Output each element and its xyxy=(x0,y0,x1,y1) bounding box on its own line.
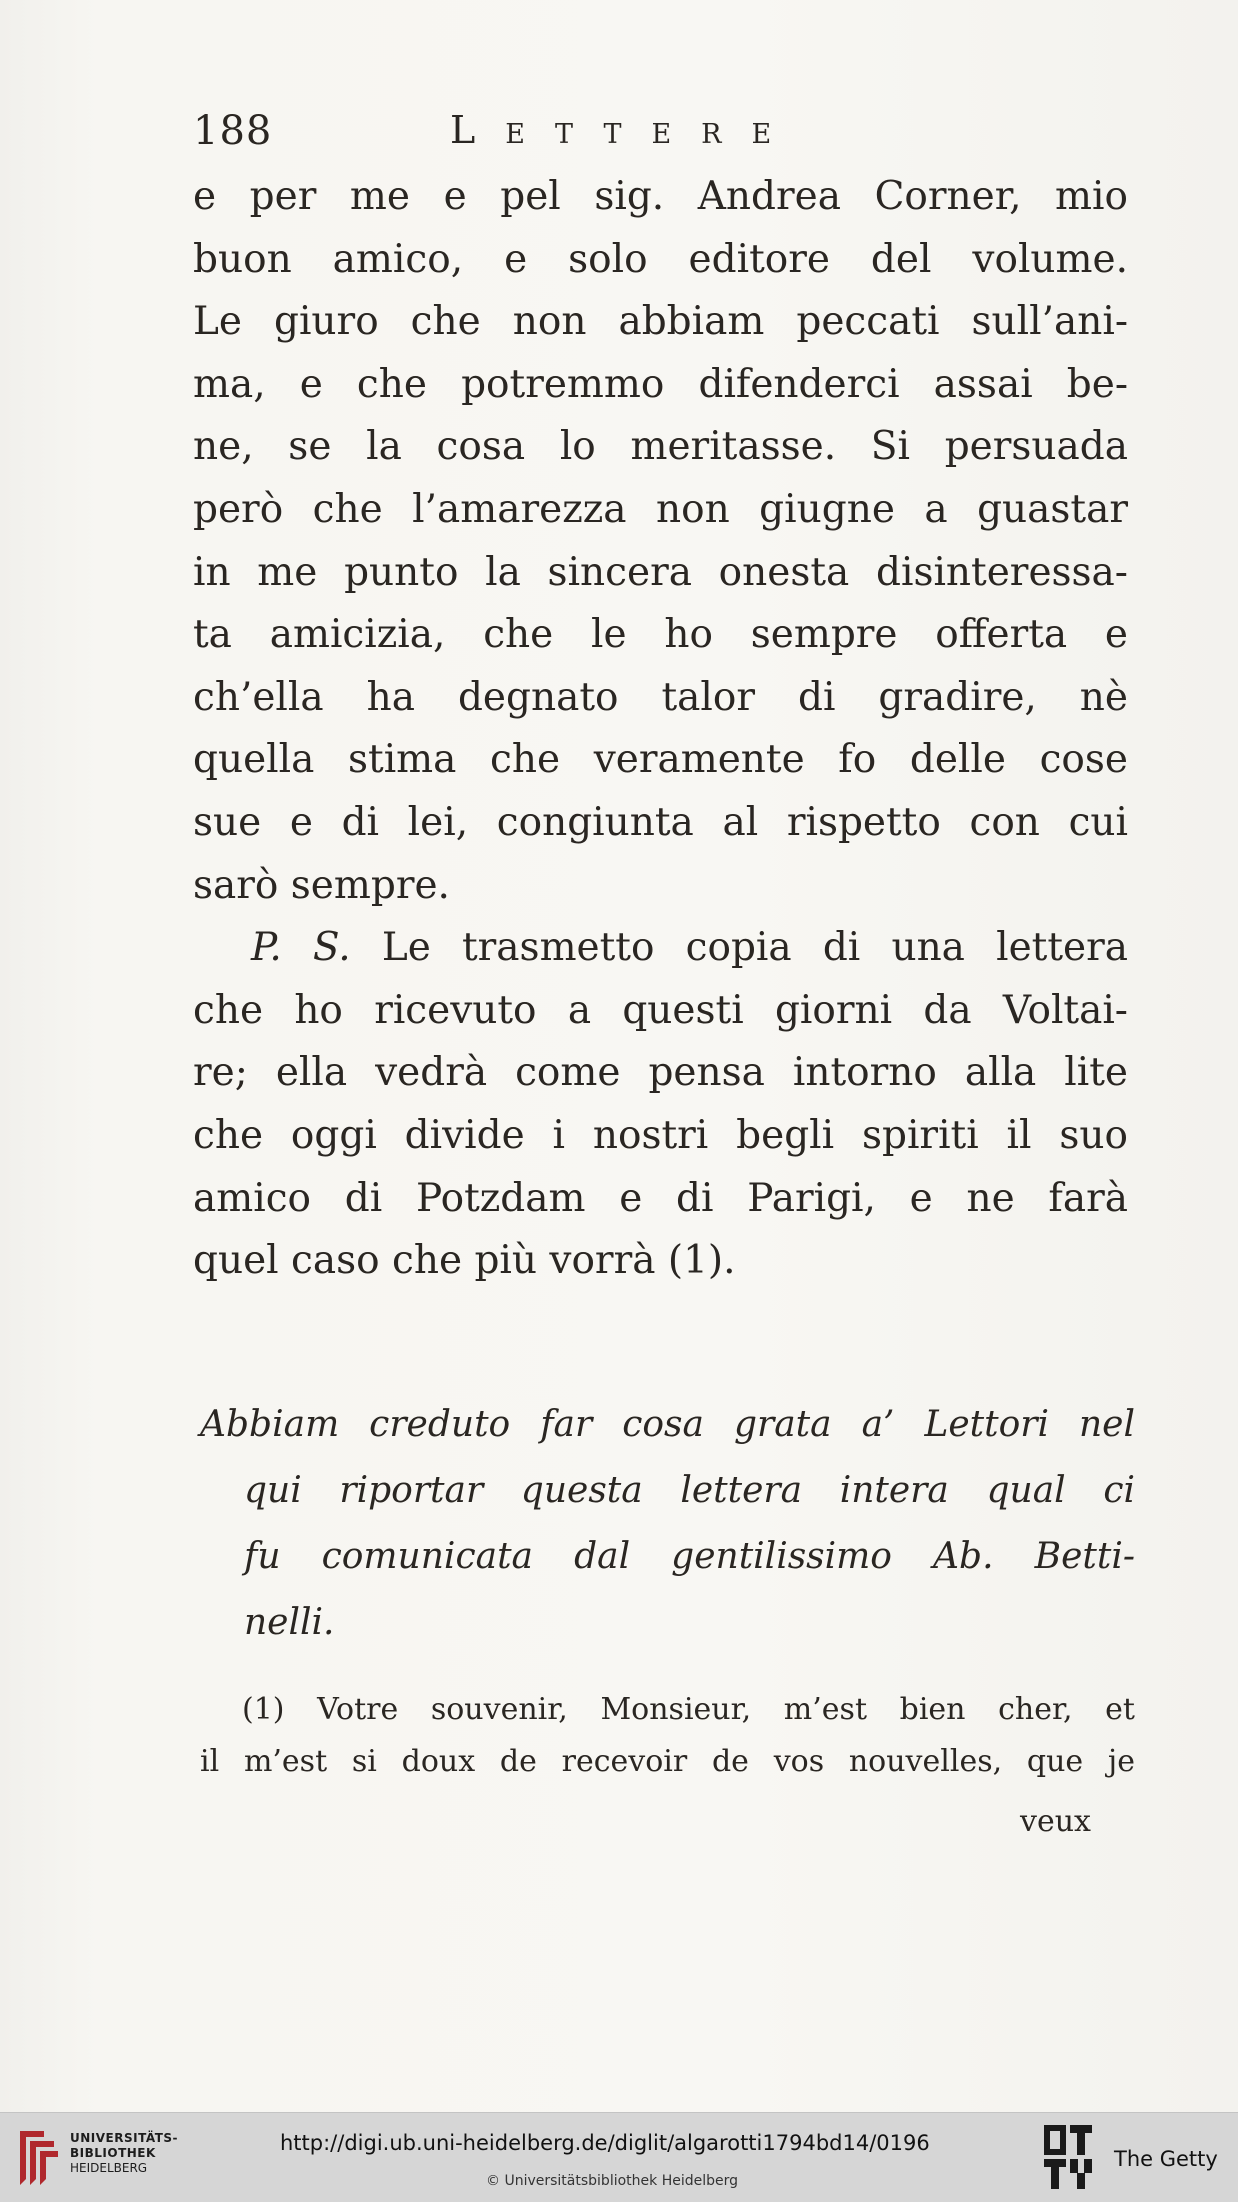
text-line: però che l’amarezza non giugne a guastar xyxy=(193,486,1128,532)
library-name-line: BIBLIOTHEK xyxy=(70,2146,156,2160)
text-line: sue e di lei, congiunta al rispetto con cui xyxy=(193,799,1128,845)
footnote-line: il m’est si doux de recevoir de vos nouvelles, que je xyxy=(200,1744,1135,1779)
running-title: Lettere xyxy=(450,108,802,152)
note-line: nelli. xyxy=(244,1602,335,1643)
university-library-logo-icon xyxy=(14,2127,62,2189)
text-line: re; ella vedrà come pensa intorno alla lite xyxy=(193,1050,1128,1096)
permalink-url[interactable]: http://digi.ub.uni-heidelberg.de/diglit/algarotti1794bd14/0196 xyxy=(280,2131,930,2155)
catchword: veux xyxy=(1020,1804,1091,1839)
text-line: sarò sempre. xyxy=(193,862,450,908)
text-line: Le giuro che non abbiam peccati sull’ani- xyxy=(193,299,1128,345)
text-line: ma, e che potremmo difenderci assai be- xyxy=(193,361,1128,407)
library-name-line: HEIDELBERG xyxy=(70,2161,148,2175)
text-line: ne, se la cosa lo meritasse. Si persuada xyxy=(193,424,1128,470)
postscript-text: Le trasmetto copia di una lettera xyxy=(381,925,1128,971)
library-name-line: UNIVERSITÄTS- xyxy=(70,2131,179,2145)
note-line: Abbiam creduto far cosa grata a’ Lettori nel xyxy=(200,1404,1135,1445)
page-header xyxy=(193,108,1153,160)
text-line: ta amicizia, che le ho sempre offerta e xyxy=(193,612,1128,658)
text-line: e per me e pel sig. Andrea Corner, mio xyxy=(193,174,1128,219)
note-line: qui riportar questa lettera intera qual ci xyxy=(244,1470,1135,1511)
text-line: che ho ricevuto a questi giorni da Voltai- xyxy=(193,987,1128,1033)
postscript-label: P. S. xyxy=(251,925,351,971)
footnote-line: (1) Votre souvenir, Monsieur, m’est bien cher, et xyxy=(242,1692,1135,1727)
footer-bar xyxy=(0,2112,1238,2202)
page-number: 188 xyxy=(193,108,273,154)
copyright-notice: © Universitätsbibliothek Heidelberg xyxy=(486,2173,739,2189)
text-line: ch’ella ha degnato talor di gradire, nè xyxy=(193,674,1128,720)
letter-body xyxy=(193,166,1128,1293)
text-line: in me punto la sincera onesta disinteressa- xyxy=(193,549,1128,595)
footnote xyxy=(200,1684,1135,1788)
text-line: quella stima che veramente fo delle cose xyxy=(193,737,1128,783)
text-line: che oggi divide i nostri begli spiriti il suo xyxy=(193,1112,1128,1158)
text-line: amico di Potzdam e di Parigi, e ne farà xyxy=(193,1175,1128,1221)
editor-note xyxy=(200,1392,1135,1656)
getty-logo-icon xyxy=(1042,2123,1094,2191)
note-line: fu comunicata dal gentilissimo Ab. Betti- xyxy=(244,1536,1135,1577)
text-line: buon amico, e solo editore del volume. xyxy=(193,236,1128,282)
postscript-first-line xyxy=(193,917,1128,980)
partner-name: The Getty xyxy=(1114,2147,1218,2171)
text-line: quel caso che più vorrà (1). xyxy=(193,1238,736,1284)
library-name xyxy=(70,2131,178,2176)
